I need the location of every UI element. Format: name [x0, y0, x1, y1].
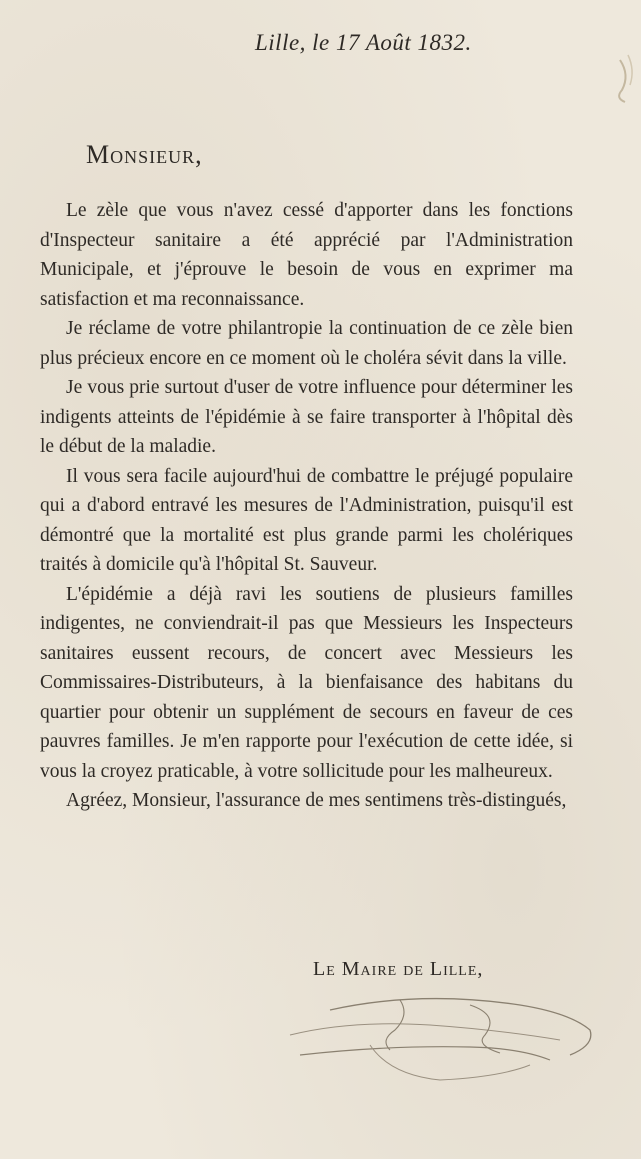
paragraph: Le zèle que vous n'avez cessé d'apporter dans les fonctions d'Inspecteur sanitaire a été apprécié par l'Administration Municipale, et j'éprouve le besoin de vous en exprimer ma satisfaction et ma reconnaissance.	[40, 200, 573, 310]
paragraph: Agréez, Monsieur, l'assurance de mes sentimens très-distingués,	[66, 790, 567, 811]
paragraph: L'épidémie a déjà ravi les soutiens de plusieurs familles indigentes, ne conviendrait-il pas que Messieurs les Inspecteurs sanitaires eussent recours, de concert avec Messieurs les Commissaires-Distributeurs, à la bienfaisance des habitans du quartier pour obtenir un supplément de secours en faveur de ces pauvres familles. Je m'en rapporte pour l'exécution de cette idée, si vous la croyez praticable, à votre sollicitude pour les malheureux.	[40, 583, 573, 782]
handwritten-signature-flourish	[270, 985, 600, 1085]
paragraph: Je réclame de votre philantropie la continuation de ce zèle bien plus précieux encore en ce moment où le choléra sévit dans la ville.	[40, 318, 573, 369]
signature-title: Le Maire de Lille,	[313, 958, 484, 980]
salutation: Monsieur,	[86, 140, 203, 169]
letter-body	[40, 196, 573, 816]
dateline: Lille, le 17 Août 1832.	[255, 30, 472, 55]
paragraph: Je vous prie surtout d'user de votre influence pour déterminer les indigents atteints de l'épidémie à se faire transporter à l'hôpital dès le début de la maladie.	[40, 377, 573, 457]
ink-stain-decoration	[600, 50, 640, 105]
paragraph: Il vous sera facile aujourd'hui de combattre le préjugé populaire qui a d'abord entravé les mesures de l'Administration, puisqu'il est démontré que la mortalité est plus grande parmi les cholériques traités à domicile qu'à l'hôpital St. Sauveur.	[40, 465, 573, 575]
